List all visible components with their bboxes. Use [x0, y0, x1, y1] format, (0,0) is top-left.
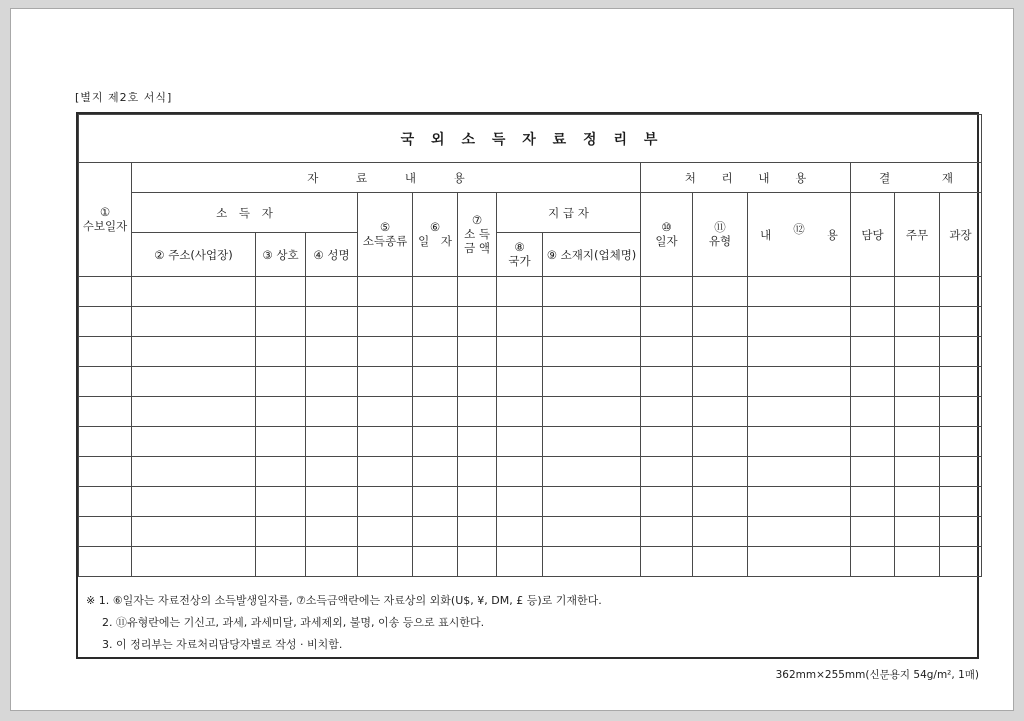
empty-cell — [895, 547, 940, 577]
group-header-payer: 지 급 자 — [497, 193, 641, 233]
empty-cell — [940, 337, 982, 367]
empty-cell — [413, 367, 458, 397]
processing-date-number: ⑩ — [661, 220, 672, 234]
empty-cell — [358, 427, 413, 457]
empty-cell — [358, 397, 413, 427]
empty-cell — [641, 457, 693, 487]
empty-cell — [358, 457, 413, 487]
empty-cell — [132, 487, 256, 517]
document-title-text: 국 외 소 득 자 료 정 리 부 — [400, 131, 660, 148]
receipt-date-number: ① — [99, 205, 111, 219]
empty-cell — [458, 337, 497, 367]
income-type-number: ⑤ — [379, 220, 391, 234]
empty-cell — [543, 367, 641, 397]
empty-cell — [895, 277, 940, 307]
empty-cell — [748, 307, 851, 337]
empty-cell — [413, 427, 458, 457]
empty-cell — [748, 337, 851, 367]
empty-cell — [358, 367, 413, 397]
empty-cell — [543, 427, 641, 457]
empty-cell — [543, 277, 641, 307]
empty-cell — [256, 487, 306, 517]
processing-content-left: 내 — [760, 227, 772, 242]
empty-cell — [497, 487, 543, 517]
empty-cell — [358, 337, 413, 367]
processing-type-number: ⑪ — [714, 220, 726, 234]
empty-cell — [256, 427, 306, 457]
empty-cell — [358, 307, 413, 337]
empty-cell — [693, 427, 748, 457]
empty-cell — [306, 487, 358, 517]
register-table — [78, 114, 982, 577]
empty-cell — [497, 457, 543, 487]
table-row — [79, 517, 982, 547]
empty-cell — [306, 397, 358, 427]
empty-cell — [79, 277, 132, 307]
empty-cell — [306, 547, 358, 577]
empty-cell — [497, 277, 543, 307]
processing-content-number: ⑫ — [793, 221, 805, 236]
empty-cell — [132, 457, 256, 487]
empty-cell — [940, 277, 982, 307]
empty-cell — [693, 307, 748, 337]
empty-cell — [543, 547, 641, 577]
empty-cell — [693, 277, 748, 307]
empty-cell — [306, 277, 358, 307]
empty-cell — [895, 457, 940, 487]
empty-cell — [940, 547, 982, 577]
empty-cell — [413, 547, 458, 577]
empty-cell — [497, 307, 543, 337]
sub-header-row-1 — [79, 193, 982, 233]
form-number-label: [별지 제2호 서식] — [75, 91, 173, 104]
col-header-processing-date — [641, 193, 693, 277]
empty-cell — [306, 367, 358, 397]
income-amount-label-line1: 소 득 — [464, 227, 490, 241]
income-type-label: 소득종류 — [362, 234, 408, 248]
empty-cell — [79, 307, 132, 337]
footnote-2: 2. ⑪유형란에는 기신고, 과세, 과세미달, 과세제외, 불명, 이송 등으로 표시한다. — [102, 616, 485, 629]
col-header-approver-staff: 담당 — [851, 193, 895, 277]
page-title — [79, 115, 982, 163]
empty-cell — [748, 397, 851, 427]
empty-cell — [641, 517, 693, 547]
empty-cell — [458, 277, 497, 307]
empty-cell — [358, 277, 413, 307]
empty-cell — [748, 517, 851, 547]
empty-cell — [132, 427, 256, 457]
col-header-processing-content — [748, 193, 851, 277]
date-label: 일 자 — [418, 234, 452, 248]
empty-cell — [79, 427, 132, 457]
empty-cell — [748, 457, 851, 487]
country-number: ⑧ — [514, 240, 525, 254]
empty-cell — [693, 457, 748, 487]
empty-cell — [132, 517, 256, 547]
empty-cell — [306, 307, 358, 337]
empty-cell — [458, 397, 497, 427]
empty-cell — [543, 307, 641, 337]
empty-cell — [256, 397, 306, 427]
empty-cell — [306, 337, 358, 367]
empty-cell — [256, 517, 306, 547]
empty-cell — [851, 427, 895, 457]
empty-cell — [256, 337, 306, 367]
empty-cell — [851, 547, 895, 577]
empty-cell — [851, 277, 895, 307]
empty-cell — [641, 397, 693, 427]
empty-cell — [79, 517, 132, 547]
empty-cell — [497, 517, 543, 547]
empty-cell — [458, 307, 497, 337]
empty-cell — [543, 337, 641, 367]
table-row — [79, 277, 982, 307]
col-header-trade-name: ③ 상호 — [256, 233, 306, 277]
empty-cell — [256, 547, 306, 577]
empty-cell — [79, 487, 132, 517]
empty-cell — [895, 397, 940, 427]
empty-cell — [132, 547, 256, 577]
col-header-approver-chief: 과장 — [940, 193, 982, 277]
col-header-receipt-date — [79, 163, 132, 277]
footnote-3: 3. 이 정리부는 자료처리담당자별로 작성 · 비치함. — [102, 638, 343, 651]
empty-cell — [256, 307, 306, 337]
empty-cell — [851, 487, 895, 517]
foreign-income-register-table — [76, 112, 979, 659]
col-header-processing-type — [693, 193, 748, 277]
empty-cell — [895, 487, 940, 517]
group-header-data-content: 자 료 내 용 — [132, 163, 641, 193]
empty-cell — [851, 457, 895, 487]
col-header-income-type — [358, 193, 413, 277]
processing-date-label: 일자 — [655, 234, 678, 248]
empty-cell — [497, 367, 543, 397]
table-row — [79, 307, 982, 337]
empty-cell — [458, 367, 497, 397]
empty-cell — [641, 427, 693, 457]
col-header-income-amount — [458, 193, 497, 277]
table-body — [79, 277, 982, 577]
income-amount-label-line2: 금 액 — [464, 241, 490, 255]
table-row — [79, 457, 982, 487]
empty-cell — [748, 547, 851, 577]
empty-cell — [693, 337, 748, 367]
empty-cell — [693, 397, 748, 427]
empty-cell — [413, 337, 458, 367]
group-header-row — [79, 163, 982, 193]
document-sheet — [10, 8, 1014, 711]
empty-cell — [358, 547, 413, 577]
empty-cell — [132, 337, 256, 367]
income-amount-number: ⑦ — [471, 213, 483, 227]
table-row — [79, 547, 982, 577]
empty-cell — [693, 517, 748, 547]
empty-cell — [748, 487, 851, 517]
empty-cell — [413, 277, 458, 307]
empty-cell — [79, 337, 132, 367]
empty-cell — [458, 427, 497, 457]
empty-cell — [256, 277, 306, 307]
empty-cell — [79, 367, 132, 397]
empty-cell — [693, 487, 748, 517]
empty-cell — [851, 517, 895, 547]
empty-cell — [940, 367, 982, 397]
empty-cell — [940, 397, 982, 427]
empty-cell — [543, 517, 641, 547]
empty-cell — [79, 547, 132, 577]
date-number: ⑥ — [429, 220, 441, 234]
empty-cell — [851, 307, 895, 337]
empty-cell — [748, 367, 851, 397]
empty-cell — [79, 397, 132, 427]
col-header-country — [497, 233, 543, 277]
empty-cell — [940, 517, 982, 547]
group-header-income-earner: 소 득 자 — [132, 193, 358, 233]
empty-cell — [458, 547, 497, 577]
empty-cell — [748, 277, 851, 307]
empty-cell — [641, 277, 693, 307]
processing-content-right: 용 — [826, 227, 838, 242]
empty-cell — [79, 457, 132, 487]
empty-cell — [458, 517, 497, 547]
empty-cell — [497, 397, 543, 427]
title-row — [79, 115, 982, 163]
empty-cell — [306, 427, 358, 457]
empty-cell — [543, 457, 641, 487]
empty-cell — [413, 457, 458, 487]
footnotes — [78, 577, 977, 657]
empty-cell — [895, 427, 940, 457]
table-row — [79, 397, 982, 427]
empty-cell — [497, 427, 543, 457]
empty-cell — [413, 307, 458, 337]
empty-cell — [940, 427, 982, 457]
col-header-person-name: ④ 성명 — [306, 233, 358, 277]
empty-cell — [693, 367, 748, 397]
empty-cell — [543, 397, 641, 427]
empty-cell — [256, 457, 306, 487]
table-row — [79, 337, 982, 367]
empty-cell — [851, 397, 895, 427]
col-header-date — [413, 193, 458, 277]
table-row — [79, 427, 982, 457]
table-row — [79, 487, 982, 517]
empty-cell — [458, 457, 497, 487]
empty-cell — [895, 367, 940, 397]
empty-cell — [851, 367, 895, 397]
empty-cell — [693, 547, 748, 577]
empty-cell — [413, 397, 458, 427]
col-header-address: ② 주소(사업장) — [132, 233, 256, 277]
empty-cell — [748, 427, 851, 457]
empty-cell — [413, 517, 458, 547]
empty-cell — [641, 337, 693, 367]
group-header-processing: 처 리 내 용 — [641, 163, 851, 193]
col-header-approver-manager: 주무 — [895, 193, 940, 277]
country-label: 국가 — [508, 254, 531, 268]
empty-cell — [306, 457, 358, 487]
empty-cell — [256, 367, 306, 397]
empty-cell — [458, 487, 497, 517]
empty-cell — [641, 367, 693, 397]
empty-cell — [497, 547, 543, 577]
empty-cell — [497, 337, 543, 367]
empty-cell — [895, 337, 940, 367]
empty-cell — [132, 397, 256, 427]
empty-cell — [413, 487, 458, 517]
empty-cell — [940, 457, 982, 487]
empty-cell — [641, 487, 693, 517]
empty-cell — [132, 307, 256, 337]
empty-cell — [358, 517, 413, 547]
processing-type-label: 유형 — [708, 234, 732, 248]
footnote-1: ※ 1. ⑥일자는 자료전상의 소득발생일자를, ⑦소득금액란에는 자료상의 외화(U$, ¥, DM, £ 등)로 기재한다. — [86, 594, 602, 607]
empty-cell — [132, 367, 256, 397]
receipt-date-label: 수보일자 — [82, 219, 128, 233]
empty-cell — [940, 307, 982, 337]
empty-cell — [306, 517, 358, 547]
empty-cell — [641, 547, 693, 577]
empty-cell — [940, 487, 982, 517]
group-header-approval: 결 재 — [851, 163, 982, 193]
empty-cell — [358, 487, 413, 517]
empty-cell — [641, 307, 693, 337]
col-header-location: ⑨ 소재지(업체명) — [543, 233, 641, 277]
paper-spec-label: 362mm×255mm(신문용지 54g/m², 1매) — [775, 669, 979, 681]
empty-cell — [132, 277, 256, 307]
table-row — [79, 367, 982, 397]
empty-cell — [895, 517, 940, 547]
empty-cell — [543, 487, 641, 517]
empty-cell — [851, 337, 895, 367]
empty-cell — [895, 307, 940, 337]
